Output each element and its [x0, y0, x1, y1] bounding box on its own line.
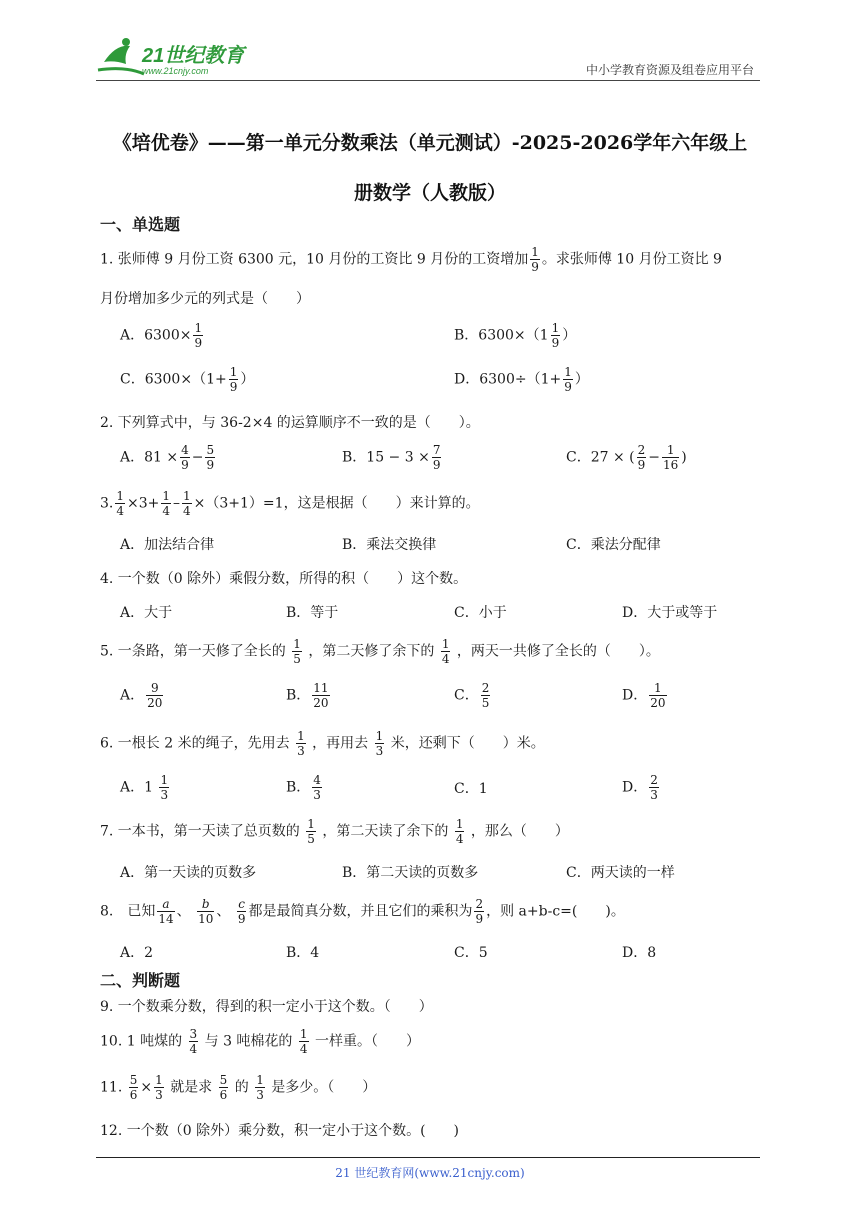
fraction-1-3: $\frac{1}{3}$	[160, 773, 169, 802]
fraction-1-4: $\frac{1}{4}$	[455, 817, 464, 846]
fraction-1-9: $\frac{1}{9}$	[551, 321, 560, 350]
footer-divider	[96, 1157, 760, 1158]
fraction-9-20: $\frac{9}{20}$	[147, 681, 163, 710]
fraction-1-3: $\frac{1}{3}$	[375, 729, 384, 758]
page-title-line-1: 《培优卷》——第一单元分数乘法（单元测试）-2025-2026学年六年级上	[112, 132, 748, 154]
logo-url: www.21cnjy.com	[142, 66, 209, 76]
question-7-option-c[interactable]: C．两天读的一样	[566, 865, 675, 881]
logo	[96, 36, 266, 80]
footer-link[interactable]: 21 世纪教育网(www.21cnjy.com)	[335, 1166, 525, 1180]
question-6-option-d[interactable]: D． $\frac{2}{3}$	[622, 773, 658, 802]
question-7-option-b[interactable]: B．第二天读的页数多	[342, 865, 479, 881]
question-5-option-c[interactable]: C． $\frac{2}{5}$	[454, 681, 490, 710]
fraction-1-4: $\frac{1}{4}$	[299, 1027, 308, 1056]
question-1	[100, 246, 722, 273]
fraction-b-10: $\frac{b}{10}$	[198, 897, 214, 926]
fraction-1-9: $\frac{1}{9}$	[531, 245, 539, 274]
question-1-line-2: 月份增加多少元的列式是（ ）	[100, 291, 310, 307]
fraction-7-9: $\frac{7}{9}$	[432, 443, 441, 472]
fraction-5-6: $\frac{5}{6}$	[219, 1073, 228, 1102]
runner-logo-icon	[96, 36, 266, 80]
section-heading-single-choice: 一、单选题	[100, 215, 181, 234]
fraction-1-5: $\frac{1}{5}$	[293, 637, 301, 666]
fraction-2-5: $\frac{2}{5}$	[481, 681, 490, 710]
fraction-1-3: $\frac{1}{3}$	[297, 729, 305, 758]
question-9: 9. 一个数乘分数，得到的积一定小于这个数。（ ）	[100, 999, 433, 1015]
question-7-option-a[interactable]: A．第一天读的页数多	[120, 865, 257, 881]
logo-text: 21世纪教育	[142, 45, 245, 67]
fraction-1-4: $\frac{1}{4}$	[441, 637, 450, 666]
fraction-1-3: $\frac{1}{3}$	[256, 1073, 264, 1102]
question-5-option-a[interactable]: A． $\frac{9}{20}$	[120, 681, 163, 710]
question-6: 6. 一根长 2 米的绳子，先用去 $\frac{1}{3}$ ，再用去 $\frac{1}{3}$ 米，还剩下（ ）米。	[100, 729, 545, 758]
question-3-option-b[interactable]: B．乘法交换律	[342, 537, 437, 553]
fraction-2-3: $\frac{2}{3}$	[650, 773, 658, 802]
question-4-option-a[interactable]: A．大于	[120, 605, 173, 621]
question-3-option-c[interactable]: C．乘法分配律	[566, 537, 661, 553]
fraction-1-9: $\frac{1}{9}$	[194, 321, 203, 350]
fraction-2-9: $\frac{2}{9}$	[475, 897, 484, 926]
fraction-a-14: $\frac{a}{14}$	[158, 897, 174, 926]
question-10: 10. 1 吨煤的 $\frac{3}{4}$ 与 3 吨棉花的 $\frac{1}{4}$ 一样重。（ ）	[100, 1027, 420, 1056]
question-6-option-a[interactable]: A．1 $\frac{1}{3}$	[120, 773, 169, 802]
fraction-1-9: $\frac{1}{9}$	[564, 365, 572, 394]
question-1-text-a: 1. 张师傅 9 月份工资 6300 元，10 月份的工资比 9 月份的工资增加	[100, 251, 529, 268]
question-4-option-c[interactable]: C．小于	[454, 605, 507, 621]
question-6-option-b[interactable]: B． $\frac{4}{3}$	[286, 773, 321, 802]
question-8-option-c[interactable]: C．5	[454, 945, 488, 961]
question-1-option-d[interactable]: D．6300÷（1+ $\frac{1}{9}$ ）	[454, 365, 589, 394]
question-11: 11. $\frac{5}{6}$ × $\frac{1}{3}$ 就是求 $\frac{5}{6}$ 的 $\frac{1}{3}$ 是多少。（ ）	[100, 1073, 377, 1102]
fraction-1-20: $\frac{1}{20}$	[650, 681, 666, 710]
question-1-text-b: 。求张师傅 10 月份工资比 9	[541, 251, 722, 268]
question-4: 4. 一个数（0 除外）乘假分数，所得的积（ ）这个数。	[100, 571, 468, 587]
fraction-1-4: $\frac{1}{4}$	[116, 489, 124, 518]
question-4-option-d[interactable]: D．大于或等于	[622, 605, 718, 621]
fraction-1-5: $\frac{1}{5}$	[307, 817, 315, 846]
fraction-4-3: $\frac{4}{3}$	[313, 773, 321, 802]
question-8-option-a[interactable]: A．2	[120, 945, 154, 961]
fraction-1-4: $\frac{1}{4}$	[162, 489, 171, 518]
fraction-1-9: $\frac{1}{9}$	[229, 365, 238, 394]
section-heading-true-false: 二、判断题	[100, 971, 181, 990]
header-platform-text: 中小学教育资源及组卷应用平台	[585, 63, 754, 77]
question-6-option-c[interactable]: C．1	[454, 781, 488, 797]
question-7: 7. 一本书，第一天读了总页数的 $\frac{1}{5}$ ，第二天读了余下的 $\frac{1}{4}$ ，那么（ ）	[100, 817, 569, 846]
fraction-3-4: $\frac{3}{4}$	[189, 1027, 198, 1056]
question-3-option-a[interactable]: A．加法结合律	[120, 537, 215, 553]
question-5-option-b[interactable]: B． $\frac{11}{20}$	[286, 681, 329, 710]
fraction-5-6: $\frac{5}{6}$	[129, 1073, 138, 1102]
question-3: 3. $\frac{1}{4}$ ×3+ $\frac{1}{4}$ – $\frac{1}{4}$ ×（3+1）=1，这是根据（ ）来计算的。	[100, 489, 480, 518]
fraction-1-16: $\frac{1}{16}$	[663, 443, 679, 472]
question-12: 12. 一个数（0 除外）乘分数，积一定小于这个数。( )	[100, 1123, 459, 1139]
fraction-c-9: $\frac{c}{9}$	[237, 897, 246, 926]
question-5: 5. 一条路，第一天修了全长的 $\frac{1}{5}$ ，第二天修了余下的 $\frac{1}{4}$ ，两天一共修了全长的（ ）。	[100, 637, 660, 666]
fraction-1-4: $\frac{1}{4}$	[183, 489, 191, 518]
fraction-11-20: $\frac{11}{20}$	[313, 681, 329, 710]
header-divider	[96, 80, 760, 81]
question-1-option-a[interactable]: A．6300× $\frac{1}{9}$	[120, 321, 203, 350]
fraction-1-3: $\frac{1}{3}$	[155, 1073, 163, 1102]
page-title-line-2: 册数学（人教版）	[353, 182, 506, 204]
question-2-option-a[interactable]: A．81 × $\frac{4}{9}$ − $\frac{5}{9}$	[120, 443, 215, 472]
fraction-2-9: $\frac{2}{9}$	[637, 443, 646, 472]
question-2-option-b[interactable]: B．15 − 3 × $\frac{7}{9}$	[342, 443, 441, 472]
question-8-option-b[interactable]: B．4	[286, 945, 320, 961]
question-8: 8. 已知 $\frac{a}{14}$ 、 $\frac{b}{10}$ 、 $\frac{c}{9}$ 都是最简真分数，并且它们的乘积为 $\frac{2}{9}$ ，则 a+b-c=( )。	[100, 897, 625, 926]
question-1-option-c[interactable]: C．6300×（1+ $\frac{1}{9}$ ）	[120, 365, 255, 394]
question-1-option-b[interactable]: B．6300×（1 $\frac{1}{9}$ ）	[454, 321, 577, 350]
question-4-option-b[interactable]: B．等于	[286, 605, 339, 621]
question-8-option-d[interactable]: D．8	[622, 945, 657, 961]
fraction-4-9: $\frac{4}{9}$	[181, 443, 189, 472]
fraction-5-9: $\frac{5}{9}$	[206, 443, 215, 472]
question-2: 2. 下列算式中，与 36-2×4 的运算顺序不一致的是（ ）。	[100, 415, 480, 431]
question-5-option-d[interactable]: D． $\frac{1}{20}$	[622, 681, 666, 710]
question-2-option-c[interactable]: C．27 × ( $\frac{2}{9}$ − $\frac{1}{16}$ )	[566, 443, 687, 472]
